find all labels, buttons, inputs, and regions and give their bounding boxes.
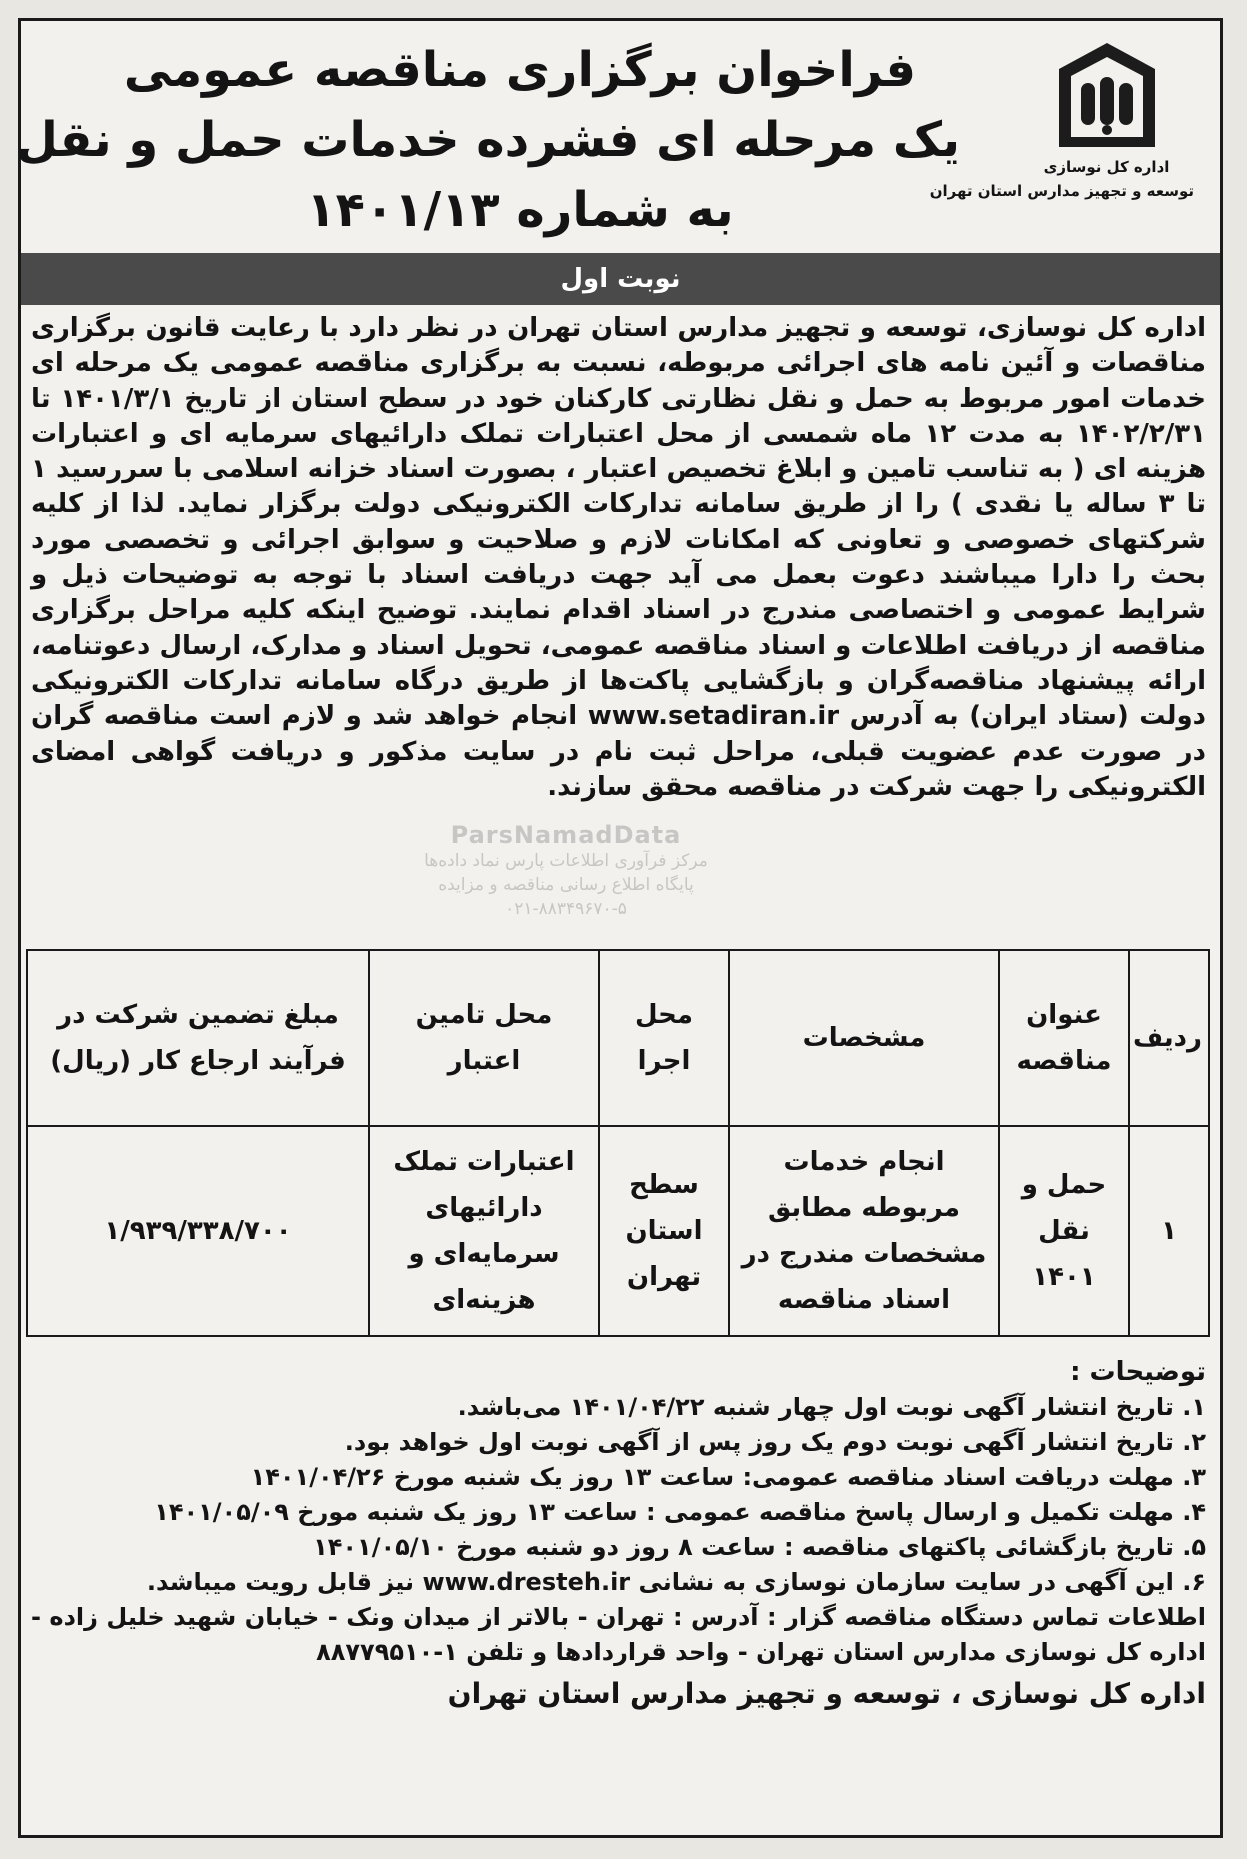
org-name-line1: اداره کل نوسازی [1043, 158, 1170, 176]
notice-header [16, 21, 1220, 253]
school-renovation-logo-icon [1051, 39, 1163, 155]
note-item: ۱. تاریخ انتشار آگهی نوبت اول چهار شنبه ۱۴۰۱/۰۴/۲۲ می‌باشد. [457, 1393, 1206, 1421]
notes-title: توضیحات : [1070, 1357, 1206, 1387]
round-banner: نوبت اول [21, 253, 1220, 305]
cell-guarantee: ۱/۹۳۹/۳۳۸/۷۰۰ [27, 1126, 369, 1336]
organization-emblem [929, 39, 1194, 203]
title-line-1: فراخوان برگزاری مناقصه عمومی [123, 42, 917, 98]
watermark-line2: پایگاه اطلاع رسانی مناقصه و مزایده [438, 875, 694, 895]
tender-table [26, 949, 1210, 1337]
note-item: ۳. مهلت دریافت اسناد مناقصه عمومی: ساعت ۱۳ روز یک شنبه مورخ ۱۴۰۱/۰۴/۲۶ [250, 1463, 1206, 1491]
cell-specs: انجام خدمات مربوطه مطابق مشخصات مندرج در اسناد مناقصه [729, 1126, 999, 1336]
notice-title [16, 35, 960, 245]
header-row-no: ردیف [1129, 950, 1209, 1126]
note-item: ۲. تاریخ انتشار آگهی نوبت دوم یک روز پس از آگهی نوبت اول خواهد بود. [344, 1428, 1206, 1456]
title-line-2: یک مرحله ای فشرده خدمات حمل و نقل [16, 112, 960, 168]
header-funding: محل تامین اعتبار [369, 950, 599, 1126]
header-location: محل اجرا [599, 950, 729, 1126]
table-row [27, 1126, 1209, 1336]
note-item: ۶. این آگهی در سایت سازمان نوسازی به نشانی www.dresteh.ir نیز قابل رویت میباشد. [146, 1568, 1206, 1596]
header-title: عنوان مناقصه [999, 950, 1129, 1126]
cell-funding: اعتبارات تملک دارائیهای سرمایه‌ای و هزینه‌ای [369, 1126, 599, 1336]
intro-paragraph: اداره کل نوسازی، توسعه و تجهیز مدارس استان تهران در نظر دارد با رعایت قانون برگزاری مناقصات و آئین نامه های اجرائی مربوطه، نسبت به برگزاری مناقصه عمومی یک مرحله ای خدمات امور مربوط به حمل و نقل نظارتی کارکنان خود در سطح استان از تاریخ ۱۴۰۱/۳/۱ تا ۱۴۰۲/۲/۳۱ به مدت ۱۲ ماه شمسی از محل اعتبارات تملک دارائیهای سرمایه ای و اعتبارات هزینه ای ( به تناسب تامین و ابلاغ تخصیص اعتبار ، بصورت اسناد خزانه اسلامی با سررسید ۱ تا ۳ ساله یا نقدی ) را از طریق سامانه تدارکات الکترونیکی دولت برگزار نماید. لذا از کلیه شرکتهای خصوصی و تعاونی که امکانات لازم و صلاحیت و سوابق اجرائی و تخصصی مورد بحث را دارا میباشند دعوت بعمل می آید جهت دریافت اسناد با توجه به توضیحات ذیل و شرایط عمومی و اختصاصی مندرج در اسناد اقدام نمایند. توضیح اینکه کلیه مراحل برگزاری مناقصه از دریافت اطلاعات و اسناد مناقصه عمومی، تحویل اسناد و مدارک، ارسال دعوتنامه، ارائه پیشنهاد مناقصه‌گران و بازگشایی پاکت‌ها از طریق درگاه سامانه تدارکات الکترونیکی دولت (ستاد ایران) به آدرس www.setadiran.ir انجام خواهد شد و لازم است مناقصه گران در صورت عدم عضویت قبلی، مراحل ثبت نام در سایت مذکور و دریافت گواهی امضای الکترونیکی را جهت شرکت در مناقصه محقق سازند. [31, 313, 1207, 802]
title-line-3: به شماره ۱۴۰۱/۱۳ [306, 182, 734, 238]
org-name-line2: توسعه و تجهیز مدارس استان تهران [929, 182, 1194, 200]
cell-title: حمل و نقل ۱۴۰۱ [999, 1126, 1129, 1336]
watermark [396, 821, 736, 921]
cell-location: سطح استان تهران [599, 1126, 729, 1336]
tender-notice [18, 18, 1223, 1838]
contact-info: اطلاعات تماس دستگاه مناقصه گزار : آدرس : تهران - بالاتر از میدان ونک - خیابان شهید خلیل زاده - اداره کل نوسازی مدارس استان تهران - واحد قراردادها و تلفن ۱-۸۸۷۷۹۵۱۰ [31, 1603, 1206, 1666]
table-header-row [27, 950, 1209, 1126]
header-specs: مشخصات [729, 950, 999, 1126]
cell-row-no: ۱ [1129, 1126, 1209, 1336]
watermark-phone: ۰۲۱-۸۸۳۴۹۶۷۰-۵ [505, 899, 627, 919]
notes-section [31, 1355, 1206, 1718]
header-guarantee: مبلغ تضمین شرکت در فرآیند ارجاع کار (ریال) [27, 950, 369, 1126]
watermark-line1: مرکز فرآوری اطلاعات پارس نماد داده‌ها [424, 851, 708, 871]
note-item: ۴. مهلت تکمیل و ارسال پاسخ مناقصه عمومی : ساعت ۱۳ روز یک شنبه مورخ ۱۴۰۱/۰۵/۰۹ [154, 1498, 1206, 1526]
watermark-title: ParsNamadData [450, 821, 682, 849]
note-item: ۵. تاریخ بازگشائی پاکتهای مناقصه : ساعت ۸ روز دو شنبه مورخ ۱۴۰۱/۰۵/۱۰ [313, 1533, 1206, 1561]
signature: اداره کل نوسازی ، توسعه و تجهیز مدارس استان تهران [447, 1677, 1206, 1710]
